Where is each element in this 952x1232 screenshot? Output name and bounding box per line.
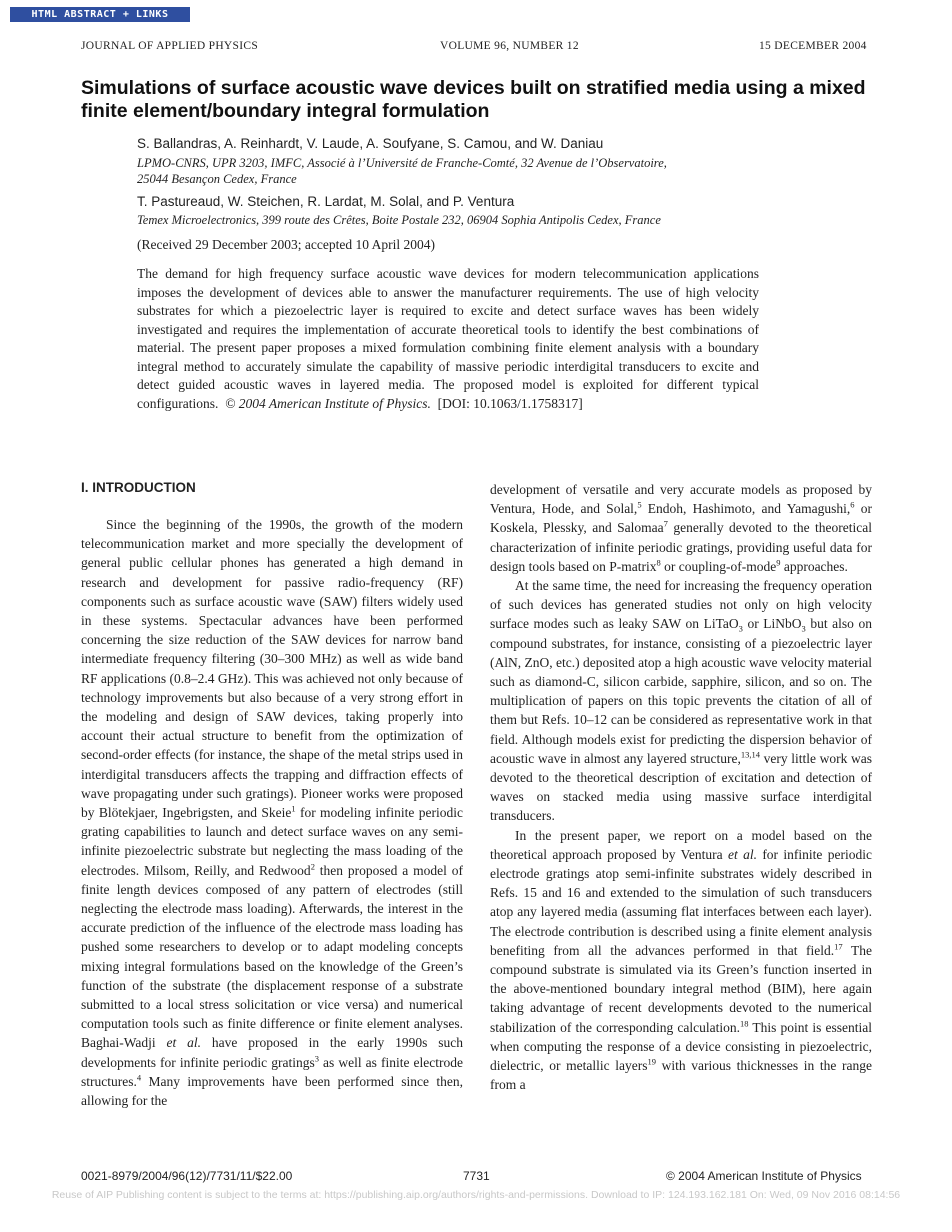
- reference-2[interactable]: 2: [310, 861, 315, 872]
- issue-date: 15 DECEMBER 2004: [759, 40, 867, 52]
- affiliation-1-line-1: LPMO-CNRS, UPR 3203, IMFC, Associé à l’Université de Franche-Comté, 32 Avenue de l’Observatoire,: [137, 156, 667, 170]
- paper-title: Simulations of surface acoustic wave devices built on stratified media using a mixed finite element/boundary integral formulation: [81, 77, 866, 122]
- abstract: [137, 265, 759, 413]
- reference-6[interactable]: 6: [850, 499, 855, 510]
- doi-link[interactable]: [DOI: 10.1063/1.1758317]: [437, 395, 583, 411]
- footer-copyright: © 2004 American Institute of Physics: [666, 1169, 862, 1183]
- abstract-text: The demand for high frequency surface acoustic wave devices for modern telecommunication applications imposes the development of devices able to answer the manufacturer requirements. The use of high velocity substrates for which a piezoelectric layer is required to excite and detect surface waves has been widely investigated and requires the implementation of accurate theoretical tools to identify the best combinations of material. The present paper proposes a mixed formulation combining finite element analysis with a boundary integral method to accurately simulate the capability of massive periodic interdigital transducers to excite and detect guided acoustic waves in layered media. The proposed model is exploited for different typical configurations.: [137, 266, 759, 411]
- author-list-2: T. Pastureaud, W. Steichen, R. Lardat, M. Solal, and P. Ventura: [137, 194, 515, 209]
- reference-3[interactable]: 3: [314, 1053, 319, 1064]
- reference-5[interactable]: 5: [637, 499, 642, 510]
- left-column: [81, 515, 463, 1110]
- abstract-copyright: © 2004 American Institute of Physics.: [225, 395, 431, 411]
- left-paragraph-1: Since the beginning of the 1990s, the growth of the modern telecommunication market and more specially the development of general public cellular phones has generated a high demand in research and development for passive radio-frequency (RF) components such as surface acoustic wave (SAW) filters widely used in these systems. Spectacular advances have been performed concerning the size reduction of the SAW devices for narrow band intermediate frequency filtering (30–300 MHz) as well as wide band RF applications (0.8–2.4 GHz). This was achieved not only because of technology improvements but also because of a very strong effort in the modeling and design of SAW devices, taking properly into account their actual structure to benefit from the optimization of second-order effects (for instance, the shape of the metal strips used in interdigital transducers affects the trapping and diffraction effects of wave propagating under such gratings). Pioneer works were proposed by Blötekjaer, Ingebrigsten, and Skeie$^1$ for modeling infinite periodic grating capabilities to launch and detect surface waves on any semi-infinite piezoelectric substrate but neglecting the mass loading of the electrodes. Milsom, Reilly, and Redwood$^2$ then proposed a model of finite length devices composed of any pattern of electrodes (still neglecting the electrode mass loading). Afterwards, the interest in the accurate prediction of the influence of the electrode mass loading has pushed some researchers to develop or to adapt modeling concepts mixing integral formulations based on the knowledge of the Green’s function of the substrate (the displacement response of a substrate submitted to a local stress solicitation or vice versa) and numerical computation tools such as finite difference or finite element analyses. Baghai-Wadji et al. have proposed in the early 1990s such developments for infinite periodic gratings$^3$ as well as finite electrode structures.$^4$ Many improvements have been performed since then, allowing for the: [81, 517, 464, 1109]
- reference-7[interactable]: 7: [663, 518, 668, 529]
- reference-9[interactable]: 9: [776, 557, 781, 568]
- html-abstract-links-button[interactable]: HTML ABSTRACT + LINKS: [10, 7, 190, 22]
- reference-17[interactable]: 17: [834, 941, 843, 952]
- footer-code: 0021-8979/2004/96(12)/7731/11/$22.00: [81, 1169, 293, 1183]
- received-dates: (Received 29 December 2003; accepted 10 April 2004): [137, 237, 436, 252]
- reference-19[interactable]: 19: [647, 1056, 656, 1067]
- right-column: [490, 480, 872, 1095]
- reference-13-14[interactable]: 13,14: [740, 749, 760, 760]
- journal-name: JOURNAL OF APPLIED PHYSICS: [81, 40, 259, 52]
- author-list-1: S. Ballandras, A. Reinhardt, V. Laude, A. Soufyane, S. Camou, and W. Daniau: [137, 136, 604, 151]
- affiliation-2: Temex Microelectronics, 399 route des Crêtes, Boite Postale 232, 06904 Sophia Antipolis Cedex, France: [137, 213, 661, 227]
- right-paragraph-3: In the present paper, we report on a model based on the theoretical approach proposed by Ventura et al. for infinite periodic electrode gratings atop semi-infinite substrates widely described in Refs. 15 and 16 and extended to the simulation of such transducers atop any layered media (assuming flat interfaces between each layer). The electrode contribution is described using a finite element analysis benefiting from all the advances performed in that field.$^{17}$ The compound substrate is simulated via its Green’s function inserted in the above-mentioned boundary integral method (BIM), here again taking advantage of recent developments devoted to the numerical stabilization of the corresponding calculation.$^{18}$ This point is essential when computing the response of a device consisting in piezoelectric, dielectric, or metallic layers$^{19}$ with various thicknesses in the range from a: [490, 827, 872, 1093]
- reference-4[interactable]: 4: [136, 1072, 142, 1083]
- page-number: 7731: [463, 1169, 490, 1183]
- volume-number: VOLUME 96, NUMBER 12: [440, 40, 579, 52]
- reference-1[interactable]: 1: [291, 803, 296, 814]
- right-paragraph-2: At the same time, the need for increasing the frequency operation of such devices has generated studies not only on high velocity surface modes such as leaky SAW on LiTaO$_3$ or LiNbO$_3$ but also on compound substrates, for instance, consisting of a piezoelectric layer (AlN, ZnO, etc.) deposited atop a high acoustic wave velocity material such as diamond-C, silicon carbide, sapphire, silicon, and so on. The multiplication of papers on this topic prevents the citation of all of them but Refs. 10–12 can be considered as representative work in that field. Although models exist for predicting the dispersion behavior of acoustic wave in almost any layered structure,$^{13,14}$ very little work was devoted to the theoretical description of excitation and detection of waves on stacked media using massive surface interdigital transducers.: [490, 578, 873, 824]
- section-heading-introduction: I. INTRODUCTION: [81, 480, 196, 495]
- affiliation-1-line-2: 25044 Besançon Cedex, France: [137, 172, 297, 186]
- right-paragraph-1: development of versatile and very accurate models as proposed by Ventura, Hode, and Solal,$^5$ Endoh, Hashimoto, and Yamagushi,$^6$ or Koskela, Plessky, and Salomaa$^7$ generally devoted to the theoretical characterization of infinite periodic gratings, providing useful data for design tools based on P-matrix$^8$ or coupling-of-mode$^9$ approaches.: [490, 482, 872, 574]
- reference-18[interactable]: 18: [740, 1018, 749, 1029]
- reference-8[interactable]: 8: [656, 557, 661, 568]
- reuse-notice: Reuse of AIP Publishing content is subject to the terms at: https://publishing.aip.org/authors/rights-and-permissions. Download to IP: 124.193.162.181 On: Wed, 09 Nov 2016 08:14:56: [51, 1189, 901, 1201]
